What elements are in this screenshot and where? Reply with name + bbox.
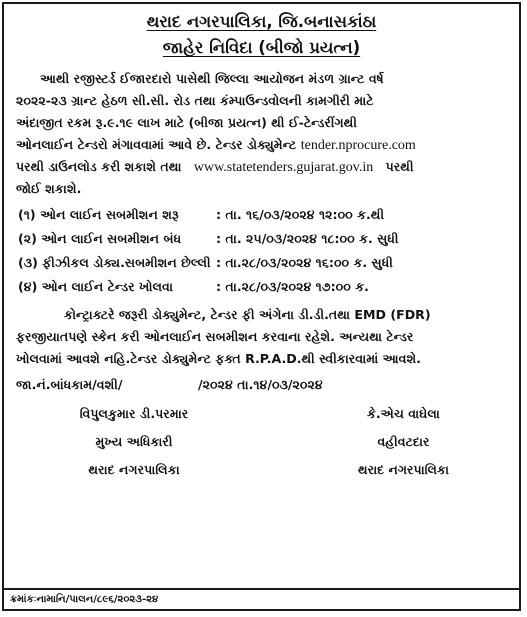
footer-reference: ક્રમાંકઃનામાનિ/પાલન/૮૯૬/૨૦૨૩-૨૪	[10, 594, 159, 605]
municipality-title: થરાદ નગરપાલિકા, જિ.બનાસકાંઠા	[146, 12, 377, 31]
schedule-label: (૩) ફીઝીકલ ડોક્ય.સબમીશન છેલ્લી	[18, 255, 211, 270]
schedule-label: (૪) ઓન લાઈન ટેન્ડર ખોલવા	[18, 279, 173, 294]
outward-ref: જા.નં.બાંધકામ/વશી/	[16, 377, 123, 392]
body-line-5-tail: પરથી	[385, 159, 414, 174]
schedule-date: : તા. ૨૫/૦૩/૨૦૨૪ ૧૮:૦૦ ક. સુધી	[216, 231, 399, 246]
body-line-5	[16, 158, 414, 177]
terms-line-1: કોન્ટ્રાક્ટરે જરૂરી ડોક્યુમેન્ટ, ટેન્ડર ફી અંગેના ડી.ડી.તથા EMD (FDR)	[64, 307, 431, 322]
terms-line-2: ફરજીયાતપણે સ્કેન કરી ઓનલાઈન સબમીશન કરવાના રહેશે. અન્યથા ટેન્ડર	[16, 329, 414, 344]
schedule-date: : તા. ૧૬/૦૩/૨૦૨૪ ૧૨:૦૦ ક.થી	[216, 207, 385, 222]
tender-notice	[2, 2, 521, 611]
nprocure-link[interactable]: tender.nprocure.com	[300, 138, 416, 153]
body-line-5-text: પરથી ડાઉનલોડ કરી શકાશે તથા	[16, 159, 182, 174]
body-line-3: અંદાજીત રકમ રૂ.૯.૧૯ લાખ માટે (બીજા પ્રયત્ન) થી ઈ-ટેન્ડરીંગથી	[16, 115, 357, 130]
body-line-2: ૨૦૨૨-૨૩ ગ્રાન્ટ હેઠળ સી.સી. રોડ તથા કંમ્પાઉન્ડવોલની કામગીરી માટે	[16, 93, 374, 108]
left-signatory-name: વિપુલકુમાર ડી.પરમાર	[79, 406, 189, 421]
tender-heading: જાહેર નિવિદા (બીજો પ્રયત્ન)	[162, 38, 361, 57]
footer-divider	[4, 588, 519, 590]
notice-title	[4, 12, 519, 32]
left-signatory-org: થરાદ નગરપાલિકા	[88, 462, 180, 477]
right-signatory-org: થરાદ નગરપાલિકા	[357, 462, 449, 477]
terms-line-3: ખોલવામાં આવશે નહિ.ટેન્ડર ડોક્યુમેન્ટ ફક્ત R.P.A.D.થી સ્વીકારવામાં આવશે.	[16, 351, 421, 366]
schedule-label: (૨) ઓન લાઈન સબમીશન બંધ	[18, 231, 182, 246]
statetenders-link[interactable]: www.statetenders.gujarat.gov.in	[193, 160, 374, 175]
notice-subtitle	[4, 38, 519, 58]
right-signatory-role: વહીવટદાર	[377, 434, 430, 449]
right-signatory-name: કે.એચ વાઘેલા	[367, 406, 440, 421]
outward-date: /૨૦૨૪ તા.૧૪/૦૩/૨૦૨૪	[198, 377, 323, 392]
body-line-6: જોઈ શકાશે.	[16, 181, 82, 196]
body-line-1: આથી રજીસ્ટર્ડ ઈજારદારો પાસેથી જિલ્લા આયોજન મંડળ ગ્રાન્ટ વર્ષ	[40, 71, 384, 86]
schedule-date: : તા.૨૮/૦૩/૨૦૨૪ ૧૭:૦૦ ક.	[216, 279, 369, 294]
body-line-4-text: ઓનલાઈન ટેન્ડરો મંગાવવામાં આવે છે. ટેન્ડર ડોક્યુમેન્ટ	[16, 137, 297, 152]
schedule-label: (૧) ઓન લાઈન સબમીશન શરૂ	[18, 207, 179, 222]
schedule-date: : તા.૨૮/૦૩/૨૦૨૪ ૧૬:૦૦ ક. સુધી	[216, 255, 393, 270]
left-signatory-role: મુખ્ય અધિકારી	[95, 434, 173, 449]
body-line-4	[16, 136, 416, 155]
